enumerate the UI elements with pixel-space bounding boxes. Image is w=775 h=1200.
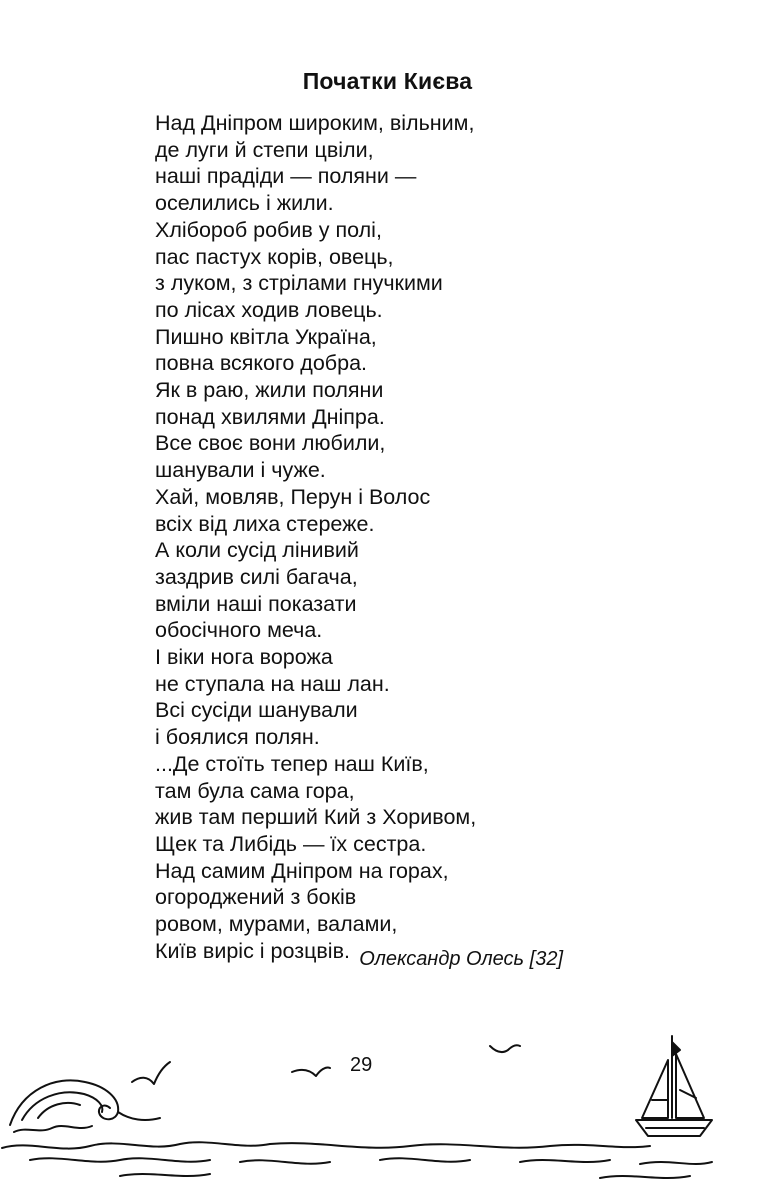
poem-line: оселились і жили.: [155, 191, 334, 216]
poem-line: Пишно квітла Україна,: [155, 324, 377, 349]
seagull-icon: [490, 1045, 520, 1052]
poem-line: ...Де стоїть тепер наш Київ,: [155, 751, 429, 776]
poem-body: [155, 110, 476, 965]
poem-line: Як в раю, жили поляни: [155, 378, 384, 403]
poem-line: Над Дніпром широким, вільним,: [155, 111, 475, 135]
poem-line: по лісах ходив ловець.: [155, 297, 383, 322]
poem-line: Над самим Дніпром на горах,: [155, 858, 449, 883]
seagull-icon: [292, 1067, 330, 1076]
poem-line: А коли сусід лінивий: [155, 538, 359, 563]
poem-line: ровом, мурами, валами,: [155, 912, 398, 937]
poem-line: повна всякого добра.: [155, 351, 368, 376]
poem-line: всіх від лиха стереже.: [155, 511, 375, 536]
poem-line: огороджений з боків: [155, 885, 357, 910]
poem-line: Всі сусіди шанували: [155, 698, 358, 723]
poem-line: Хай, мовляв, Перун і Волос: [155, 484, 431, 509]
poem-line: жив там перший Кий з Хоривом,: [155, 805, 477, 830]
poem-line: пас пастух корів, овець,: [155, 244, 394, 269]
poem-line: Щек та Либідь — їх сестра.: [155, 831, 427, 856]
poem-line: з луком, з стрілами гнучкими: [155, 271, 443, 296]
sea-decoration: [0, 1020, 775, 1200]
poem-line: Київ виріс і розцвів.: [155, 938, 350, 963]
poem-line: наші прадіди — поляни —: [155, 164, 417, 189]
poem-title: Початки Києва: [302, 68, 473, 94]
poem-line: Все своє вони любили,: [155, 431, 386, 456]
wave-illustration: [2, 1080, 712, 1178]
page-number: 29: [350, 1054, 373, 1076]
poem-line: І віки нога ворожа: [155, 645, 333, 670]
poem-line: вміли наші показати: [155, 591, 357, 616]
poem-line: і боялися полян.: [155, 725, 320, 750]
poem-author: Олександр Олесь [32]: [359, 948, 563, 970]
poem-line: заздрив силі багача,: [155, 564, 358, 589]
poem-line: обосічного меча.: [155, 618, 323, 643]
poem-line: Хлібороб робив у полі,: [155, 217, 382, 242]
poem-line: де луги й степи цвіли,: [155, 137, 374, 162]
seagull-icon: [132, 1062, 170, 1084]
poem-line: шанували і чуже.: [155, 458, 326, 483]
poem-line: не ступала на наш лан.: [155, 671, 390, 696]
poem-line: там була сама гора,: [155, 778, 355, 803]
poem-line: понад хвилями Дніпра.: [155, 404, 385, 429]
sailboat-icon: [636, 1036, 712, 1136]
